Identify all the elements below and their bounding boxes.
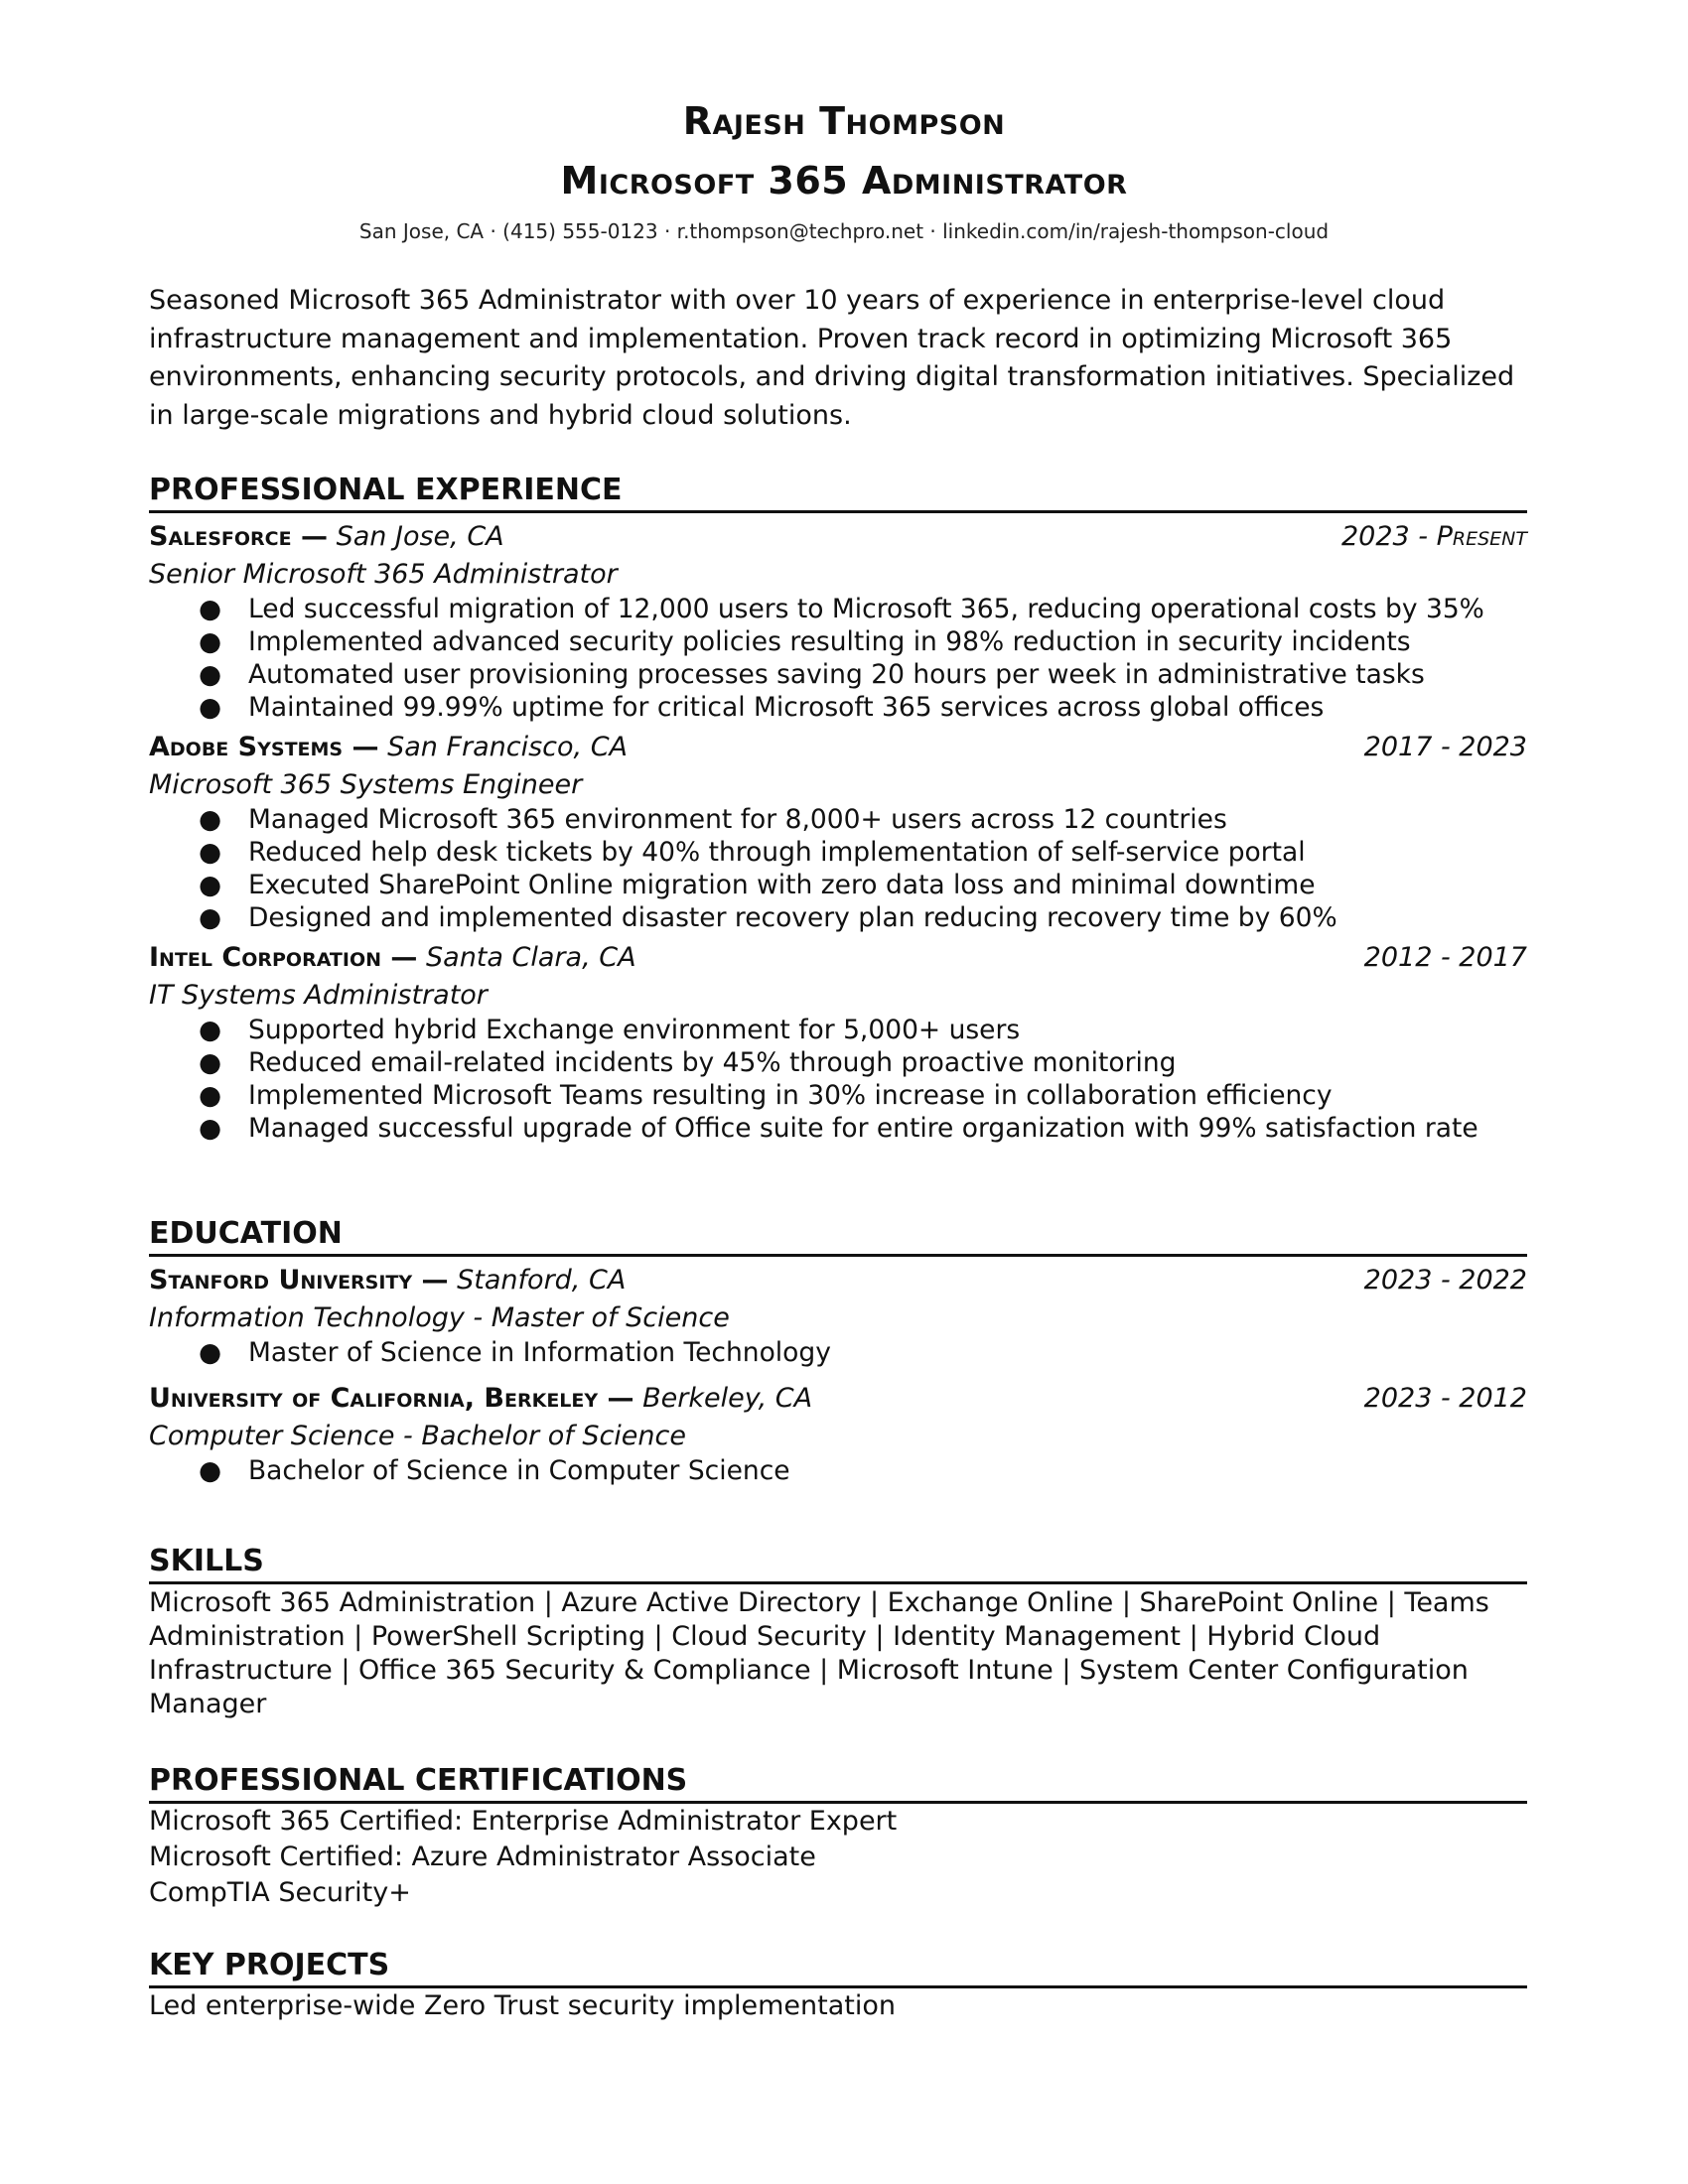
section-heading: PROFESSIONAL EXPERIENCE xyxy=(149,473,1527,513)
bullet-icon: ● xyxy=(199,659,222,690)
school-location: Stanford, CA xyxy=(457,1265,627,1296)
job-role: IT Systems Administrator xyxy=(149,980,488,1011)
bullet-icon: ● xyxy=(199,1113,222,1144)
job-entry xyxy=(149,938,1527,1145)
candidate-name: Rajesh Thompson xyxy=(682,99,1006,143)
bullet-icon: ● xyxy=(199,870,222,900)
company-location: San Jose, CA xyxy=(336,521,504,552)
bullet-icon: ● xyxy=(199,626,222,657)
certification-item: Microsoft Certified: Azure Administrator Associate xyxy=(149,1842,816,1872)
degree: Computer Science - Bachelor of Science xyxy=(149,1421,686,1451)
company-name: Salesforce — xyxy=(149,521,329,552)
company-name: Intel Corporation — xyxy=(149,942,418,973)
bullet-icon: ● xyxy=(199,692,222,723)
bullet-item: ● Implemented advanced security policies resulting in 98% reduction in security incidents xyxy=(199,626,1411,657)
bullet-icon: ● xyxy=(199,804,222,835)
job-role: Microsoft 365 Systems Engineer xyxy=(149,769,583,800)
summary: Seasoned Microsoft 365 Administrator with over 10 years of experience in enterprise-level cloud infrastructure management and implementation. Proven track record in optimizing Microsoft 365 environments, enhancing security protocols, and driving digital transformation initiatives. Specialized in large-scale migrations and hybrid cloud solutions. xyxy=(149,285,1515,431)
bullet-icon: ● xyxy=(199,902,222,933)
bullet-item: ● Reduced email-related incidents by 45% through proactive monitoring xyxy=(199,1047,1177,1078)
bullet-icon: ● xyxy=(199,837,222,868)
bullet-item: ● Reduced help desk tickets by 40% through implementation of self-service portal xyxy=(199,837,1306,868)
company-name: Adobe Systems — xyxy=(149,732,379,762)
job-dates: 2012 - 2017 xyxy=(1363,942,1527,973)
degree: Information Technology - Master of Science xyxy=(149,1302,730,1333)
company-location: San Francisco, CA xyxy=(387,732,629,762)
company-location: Santa Clara, CA xyxy=(426,942,636,973)
bullet-item: ● Bachelor of Science in Computer Science xyxy=(199,1455,790,1486)
bullet-item: ● Supported hybrid Exchange environment for 5,000+ users xyxy=(199,1015,1021,1045)
bullet-item: ● Designed and implemented disaster recovery plan reducing recovery time by 60% xyxy=(199,902,1337,933)
bullet-icon: ● xyxy=(199,1015,222,1045)
certification-item: Microsoft 365 Certified: Enterprise Administrator Expert xyxy=(149,1806,898,1837)
school-entry xyxy=(149,1261,1527,1369)
school-name: Stanford University — xyxy=(149,1265,449,1296)
bullet-icon: ● xyxy=(199,1337,222,1368)
job-entry xyxy=(149,517,1527,724)
school-name: University of California, Berkeley — xyxy=(149,1383,634,1414)
job-role: Senior Microsoft 365 Administrator xyxy=(149,559,618,590)
bullet-item: ● Led successful migration of 12,000 users to Microsoft 365, reducing operational costs by 35% xyxy=(199,594,1484,624)
job-title: Microsoft 365 Administrator xyxy=(560,159,1128,203)
section-heading: KEY PROJECTS xyxy=(149,1948,1527,1988)
bullet-item: ● Maintained 99.99% uptime for critical Microsoft 365 services across global offices xyxy=(199,692,1325,723)
bullet-item: ● Executed SharePoint Online migration with zero data loss and minimal downtime xyxy=(199,870,1316,900)
school-dates: 2023 - 2012 xyxy=(1363,1383,1527,1414)
project-item: Led enterprise-wide Zero Trust security implementation xyxy=(149,1990,897,2021)
school-entry xyxy=(149,1379,1527,1487)
certification-item: CompTIA Security+ xyxy=(149,1877,411,1908)
job-dates: 2017 - 2023 xyxy=(1363,732,1527,762)
education-section xyxy=(149,1216,1527,1487)
skills-section xyxy=(149,1544,1527,1721)
bullet-item: ● Automated user provisioning processes saving 20 hours per week in administrative tasks xyxy=(199,659,1425,690)
bullet-item: ● Implemented Microsoft Teams resulting in 30% increase in collaboration efficiency xyxy=(199,1080,1333,1111)
school-location: Berkeley, CA xyxy=(642,1383,813,1414)
bullet-icon: ● xyxy=(199,1455,222,1486)
projects-section xyxy=(149,1948,1527,2024)
bullet-icon: ● xyxy=(199,1047,222,1078)
section-heading: PROFESSIONAL CERTIFICATIONS xyxy=(149,1763,1527,1804)
section-heading: SKILLS xyxy=(149,1544,1527,1584)
job-entry xyxy=(149,728,1527,934)
bullet-icon: ● xyxy=(199,1080,222,1111)
bullet-item: ● Managed successful upgrade of Office suite for entire organization with 99% satisfaction rate xyxy=(199,1113,1478,1144)
contact-line: San Jose, CA · (415) 555-0123 · r.thompson@techpro.net · linkedin.com/in/rajesh-thompson-cloud xyxy=(358,219,1330,243)
skills-list: Microsoft 365 Administration | Azure Active Directory | Exchange Online | SharePoint Online | Teams Administration | PowerShell Scripting | Cloud Security | Identity Management | Hybrid Cloud Infrastructure | Office 365 Security & Compliance | Microsoft Intune | System Center Configuration Manager xyxy=(149,1587,1489,1719)
bullet-item: ● Master of Science in Information Technology xyxy=(199,1337,831,1368)
experience-section xyxy=(149,473,1527,1145)
bullet-item: ● Managed Microsoft 365 environment for 8,000+ users across 12 countries xyxy=(199,804,1227,835)
bullet-icon: ● xyxy=(199,594,222,624)
school-dates: 2023 - 2022 xyxy=(1363,1265,1527,1296)
job-dates: 2023 - Present xyxy=(1341,521,1527,552)
certifications-section xyxy=(149,1763,1527,1911)
section-heading: EDUCATION xyxy=(149,1216,1527,1257)
